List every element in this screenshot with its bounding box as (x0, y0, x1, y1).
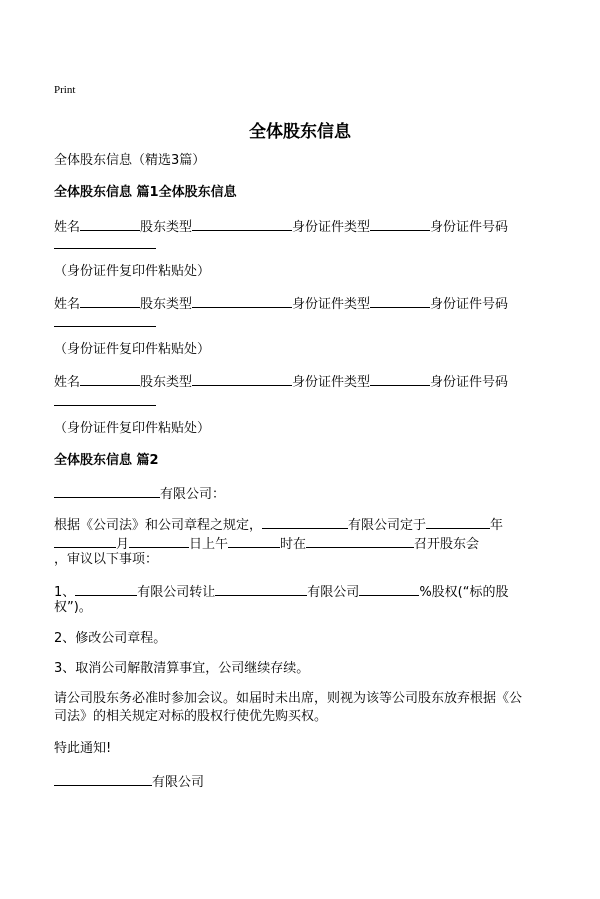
blank-field (54, 771, 152, 786)
meeting-paragraph-line3: ，审议以下事项： (54, 552, 159, 567)
text-segment: 1、 (54, 585, 76, 600)
blank-field (54, 533, 116, 548)
text-segment: %股权(“标的股 (419, 585, 509, 600)
label-name: 姓名 (54, 375, 81, 390)
label-id-type: 身份证件类型 (292, 297, 371, 312)
notice-paragraph-line1: 请公司股东务必准时参加会议。如届时未出席，则视为该等公司股东放弃根据《公 (54, 691, 523, 706)
subtitle: 全体股东信息（精选3篇） (54, 153, 206, 168)
label-id-number: 身份证件号码 (430, 375, 509, 390)
blank-field (426, 514, 490, 529)
label-shareholder-type: 股东类型 (140, 297, 193, 312)
shareholder-row (54, 293, 508, 314)
text-segment: 年 (490, 518, 504, 533)
blank-field (192, 371, 292, 386)
print-label: Print (54, 84, 76, 96)
label-shareholder-type: 股东类型 (140, 220, 193, 235)
agenda-item-1-line2: 权”)。 (54, 600, 92, 615)
paste-note: （身份证件复印件粘贴处） (54, 342, 211, 357)
closing-notice: 特此通知! (54, 741, 112, 756)
part1-heading: 全体股东信息 篇1全体股东信息 (54, 185, 237, 200)
blank-field (306, 533, 414, 548)
blank-field (75, 581, 137, 596)
blank-field (54, 248, 156, 249)
blank-field (228, 533, 280, 548)
blank-field (370, 371, 430, 386)
blank-field (370, 293, 430, 308)
label-id-number: 身份证件号码 (430, 297, 509, 312)
text-segment: 有限公司 (307, 585, 360, 600)
label-name: 姓名 (54, 220, 81, 235)
text-segment: 月 (116, 537, 130, 552)
blank-field (80, 293, 140, 308)
shareholder-row (54, 371, 508, 392)
blank-field (192, 293, 292, 308)
notice-paragraph-line2: 司法》的相关规定对标的股权行使优先购买权。 (54, 709, 328, 724)
page-title: 全体股东信息 (249, 122, 351, 142)
blank-field (129, 533, 189, 548)
label-id-type: 身份证件类型 (292, 220, 371, 235)
text-segment: 有限公司定于 (348, 518, 427, 533)
blank-field (80, 216, 140, 231)
text-segment: 根据《公司法》和公司章程之规定， (54, 518, 263, 533)
part2-heading: 全体股东信息 篇2 (54, 453, 159, 468)
paste-note: （身份证件复印件粘贴处） (54, 264, 211, 279)
paste-note: （身份证件复印件粘贴处） (54, 421, 211, 436)
shareholder-row (54, 216, 508, 237)
label-id-type: 身份证件类型 (292, 375, 371, 390)
text-segment: 有限公司转让 (137, 585, 216, 600)
agenda-item-2: 2、修改公司章程。 (54, 631, 167, 646)
company-suffix: 有限公司： (160, 487, 226, 502)
signature-line (54, 771, 204, 792)
text-segment: 日上午 (189, 537, 229, 552)
blank-field (54, 405, 156, 406)
signature-suffix: 有限公司 (152, 775, 205, 790)
label-shareholder-type: 股东类型 (140, 375, 193, 390)
blank-field (359, 581, 419, 596)
label-name: 姓名 (54, 297, 81, 312)
text-segment: 召开股东会 (414, 537, 480, 552)
agenda-item-1-line1 (54, 581, 508, 602)
blank-field (262, 514, 348, 529)
blank-field (80, 371, 140, 386)
blank-field (54, 483, 160, 498)
agenda-item-3: 3、取消公司解散清算事宜，公司继续存续。 (54, 661, 310, 676)
blank-field (370, 216, 430, 231)
blank-field (215, 581, 307, 596)
company-addressee (54, 483, 225, 504)
blank-field (192, 216, 292, 231)
blank-field (54, 326, 156, 327)
text-segment: 时在 (280, 537, 307, 552)
label-id-number: 身份证件号码 (430, 220, 509, 235)
meeting-paragraph-line1 (54, 514, 503, 535)
